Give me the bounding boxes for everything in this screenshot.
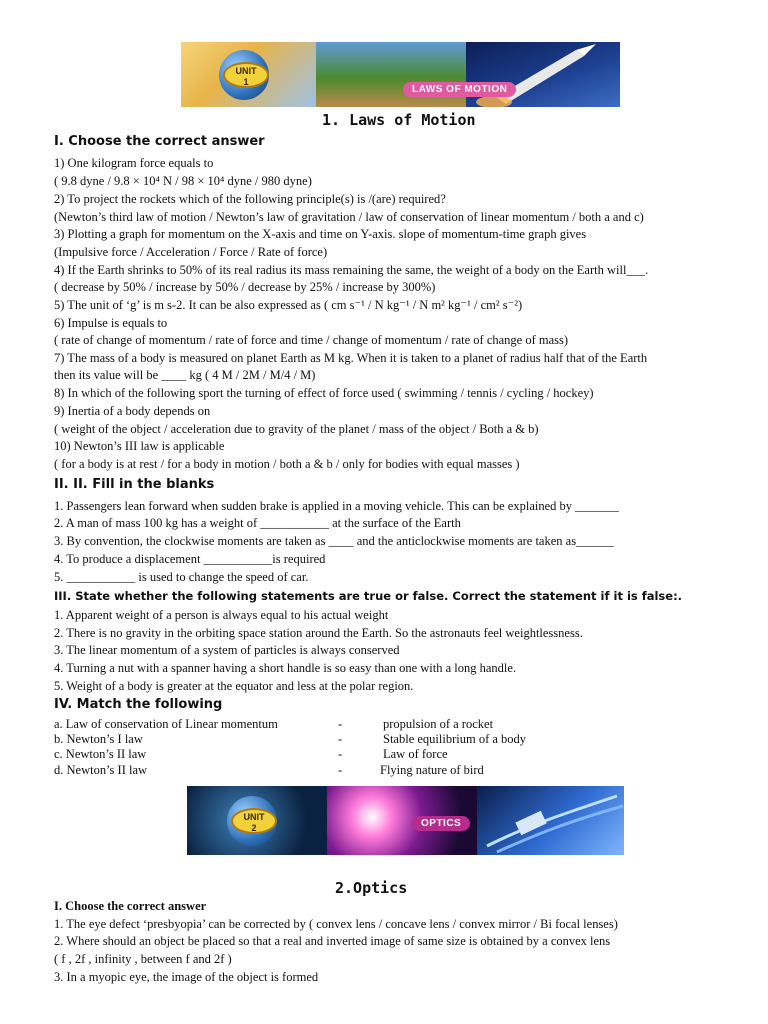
list-item: 4) If the Earth shrinks to 50% of its real radius its mass remaining the same, the weight of a body on the Earth will___. bbox=[54, 263, 649, 277]
list-item: ( f , 2f , infinity , between f and 2f ) bbox=[54, 952, 232, 966]
list-item: 6) Impulse is equals to bbox=[54, 316, 168, 330]
list-item: (Newton’s third law of motion / Newton’s law of gravitation / law of conservation of linear momentum / both a and c) bbox=[54, 210, 644, 224]
list-item: ( 9.8 dyne / 9.8 × 10⁴ N / 98 × 10⁴ dyne / 980 dyne) bbox=[54, 174, 312, 188]
list-item: (Impulsive force / Acceleration / Force / Rate of force) bbox=[54, 245, 328, 259]
list-item: 1. The eye defect ‘presbyopia’ can be corrected by ( convex lens / concave lens / convex mirror / Bi focal lenses) bbox=[54, 917, 618, 931]
list-item: 4. To produce a displacement ___________is required bbox=[54, 552, 326, 566]
match-dash: - bbox=[338, 717, 343, 731]
match-right: Law of force bbox=[383, 747, 448, 761]
unit1-title: 1. Laws of Motion bbox=[322, 111, 476, 129]
list-item: 3) Plotting a graph for momentum on the X-axis and time on Y-axis. slope of momentum-time graph gives bbox=[54, 227, 587, 241]
list-item: 2. Where should an object be placed so that a real and inverted image of same size is obtained by a convex lens bbox=[54, 934, 611, 948]
section2-heading: II. II. Fill in the blanks bbox=[54, 477, 215, 492]
section3-heading: III. State whether the following statements are true or false. Correct the statement if it is false:. bbox=[54, 589, 683, 603]
unit2-badge-word: UNIT bbox=[243, 812, 265, 822]
list-item: 1. Apparent weight of a person is always equal to his actual weight bbox=[54, 608, 389, 622]
match-dash: - bbox=[338, 747, 343, 761]
list-item: 3. By convention, the clockwise moments are taken as ____ and the anticlockwise moments are taken as______ bbox=[54, 534, 614, 548]
unit2-globe-panel bbox=[187, 786, 327, 855]
list-item: 8) In which of the following sport the turning of effect of force used ( swimming / tennis / cycling / hockey) bbox=[54, 386, 594, 400]
section4-heading: IV. Match the following bbox=[54, 697, 223, 712]
unit1-badge bbox=[223, 62, 269, 88]
fiber-optic-icon bbox=[477, 786, 624, 855]
list-item: 2) To project the rockets which of the following principle(s) is /(are) required? bbox=[54, 192, 446, 206]
unit1-banner bbox=[181, 42, 620, 107]
match-left: c. Newton’s II law bbox=[54, 747, 147, 761]
list-item: 2. A man of mass 100 kg has a weight of ___________ at the surface of the Earth bbox=[54, 516, 461, 530]
unit2-fiber-panel bbox=[477, 786, 624, 855]
list-item: 4. Turning a nut with a spanner having a short handle is so easy than one with a long handle. bbox=[54, 661, 517, 675]
list-item: 5) The unit of ‘g’ is m s-2. It can be also expressed as ( cm s⁻¹ / N kg⁻¹ / N m² kg⁻¹ / cm² s⁻²) bbox=[54, 298, 523, 312]
unit2-banner-label: OPTICS bbox=[412, 816, 470, 831]
match-left: d. Newton’s II law bbox=[54, 763, 148, 777]
list-item: 5. Weight of a body is greater at the equator and less at the polar region. bbox=[54, 679, 414, 693]
match-right: Flying nature of bird bbox=[380, 763, 484, 777]
unit2-title: 2.Optics bbox=[335, 879, 408, 897]
unit2-banner bbox=[187, 786, 624, 855]
list-item: 5. ___________ is used to change the speed of car. bbox=[54, 570, 309, 584]
unit1-badge-word: UNIT bbox=[235, 66, 257, 76]
match-dash: - bbox=[338, 763, 343, 777]
list-item: then its value will be ____ kg ( 4 M / 2M / M/4 / M) bbox=[54, 368, 316, 382]
unit2-badge bbox=[231, 808, 277, 834]
optics-section1-heading: I. Choose the correct answer bbox=[54, 899, 207, 913]
list-item: 2. There is no gravity in the orbiting space station around the Earth. So the astronauts feel weightlessness. bbox=[54, 626, 583, 640]
unit1-globe-panel bbox=[181, 42, 316, 107]
match-left: b. Newton’s I law bbox=[54, 732, 143, 746]
list-item: 3. In a myopic eye, the image of the object is formed bbox=[54, 970, 319, 984]
list-item: 10) Newton’s III law is applicable bbox=[54, 439, 225, 453]
list-item: ( decrease by 50% / increase by 50% / decrease by 25% / increase by 300%) bbox=[54, 280, 436, 294]
unit1-rocket-panel bbox=[466, 42, 620, 107]
unit1-banner-label: LAWS OF MOTION bbox=[403, 82, 516, 97]
list-item: 1. Passengers lean forward when sudden brake is applied in a moving vehicle. This can be explained by _______ bbox=[54, 499, 619, 513]
list-item: 9) Inertia of a body depends on bbox=[54, 404, 211, 418]
list-item: ( for a body is at rest / for a body in motion / both a & b / only for bodies with equal masses ) bbox=[54, 457, 520, 471]
unit2-badge-number: 2 bbox=[251, 823, 257, 833]
match-right: propulsion of a rocket bbox=[383, 717, 494, 731]
unit1-badge-number: 1 bbox=[243, 77, 249, 87]
list-item: 3. The linear momentum of a system of particles is always conserved bbox=[54, 643, 400, 657]
unit1-apple-panel bbox=[316, 42, 466, 107]
section1-heading: I. Choose the correct answer bbox=[54, 134, 265, 149]
list-item: ( rate of change of momentum / rate of force and time / change of momentum / rate of change of mass) bbox=[54, 333, 569, 347]
match-dash: - bbox=[338, 732, 343, 746]
list-item: ( weight of the object / acceleration due to gravity of the planet / mass of the object / Both a & b) bbox=[54, 422, 539, 436]
rocket-icon bbox=[466, 42, 620, 107]
match-right: Stable equilibrium of a body bbox=[383, 732, 527, 746]
list-item: 1) One kilogram force equals to bbox=[54, 156, 214, 170]
list-item: 7) The mass of a body is measured on planet Earth as M kg. When it is taken to a planet of radius half that of the Earth bbox=[54, 351, 648, 365]
match-left: a. Law of conservation of Linear momentum bbox=[54, 717, 278, 731]
